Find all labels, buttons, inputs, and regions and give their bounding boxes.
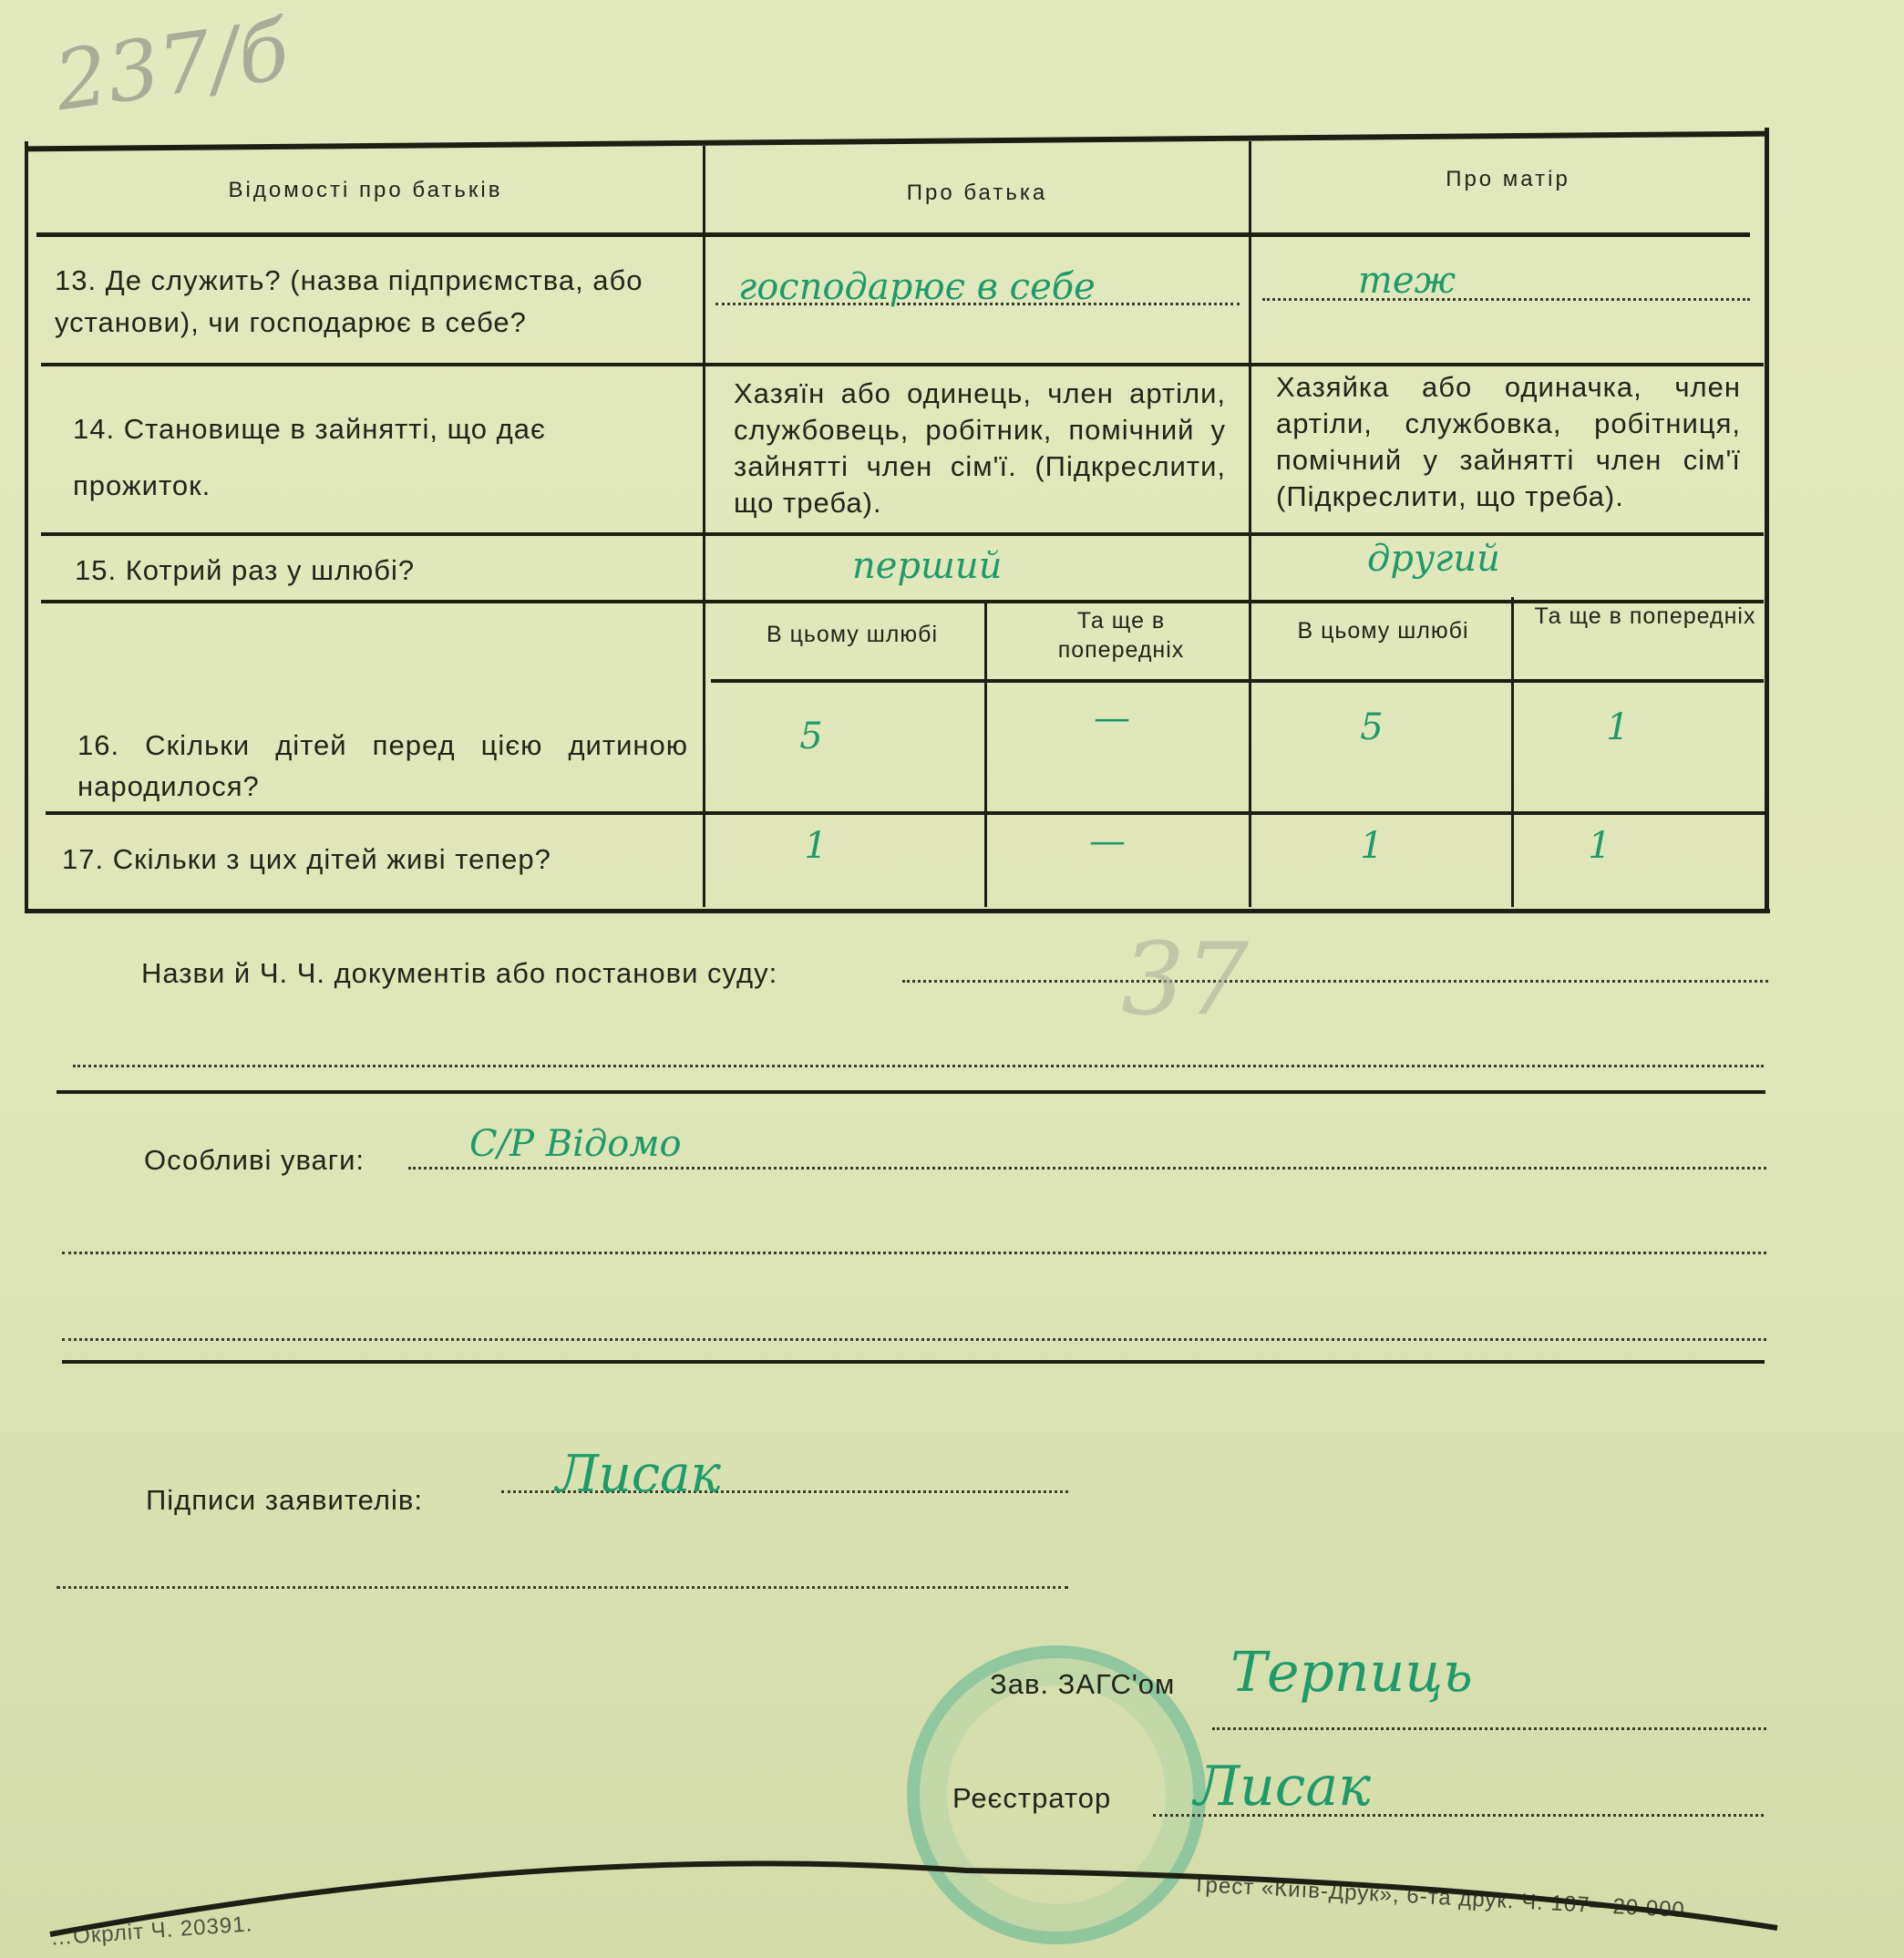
row17-mother-this: 1 bbox=[1360, 825, 1384, 867]
registrar-signature: Лисак bbox=[1194, 1755, 1371, 1819]
applicants-label: Підписи заявителів: bbox=[146, 1484, 423, 1516]
row17-label: 17. Скільки з цих дітей живі тепер? bbox=[62, 843, 551, 875]
archive-mark: 237/б bbox=[48, 2, 295, 130]
subheader-mother-prev: Та ще в попередніх bbox=[1534, 603, 1756, 629]
row17-mother-prev: 1 bbox=[1588, 825, 1611, 867]
row17-father-prev: — bbox=[1089, 820, 1126, 862]
row13-label: 13. Де служить? (назва підприємства, або установи), чи господарює в себе? bbox=[55, 264, 643, 338]
subheader-father-prev: Та ще в попередніх bbox=[1057, 608, 1185, 663]
documents-value: 37 bbox=[1121, 921, 1249, 1037]
registrar-label: Реєстратор bbox=[952, 1782, 1112, 1814]
row14-label: 14. Становище в зайнятті, що дає прожиток. bbox=[73, 413, 546, 501]
row14-mother: Хазяйка або одиначка, член артіли, службовка, робітниця, помічний у зайнятті член сім'ї (Підкреслити, що треба). bbox=[1276, 371, 1741, 512]
row17-father-this: 1 bbox=[804, 825, 828, 867]
row16-father-prev: — bbox=[1094, 697, 1130, 739]
head-label: Зав. ЗАГС'ом bbox=[990, 1668, 1176, 1700]
header-father: Про батька bbox=[906, 180, 1048, 205]
footer-left: …Окрліт Ч. 20391. bbox=[49, 1912, 254, 1951]
head-signature: Терпиць bbox=[1230, 1641, 1473, 1705]
remarks-value: С/Р Відомо bbox=[469, 1123, 682, 1165]
subheader-father-this: В цьому шлюбі bbox=[766, 622, 939, 647]
applicants-signature: Лисак bbox=[556, 1445, 721, 1504]
row15-mother: другий bbox=[1367, 538, 1500, 580]
row13-father: господарює в себе bbox=[738, 266, 1096, 308]
row16-mother-this: 5 bbox=[1360, 706, 1384, 748]
row15-label: 15. Котрий раз у шлюбі? bbox=[75, 554, 416, 586]
documents-label: Назви й Ч. Ч. документів або постанови суду: bbox=[141, 957, 778, 989]
row14-father: Хазяїн або одинець, член артіли, службовець, робітник, помічний у зайнятті член сім'ї. (Підкреслити, що треба). bbox=[734, 377, 1226, 519]
subheader-mother-this: В цьому шлюбі bbox=[1297, 618, 1469, 644]
header-mother: Про матір bbox=[1446, 167, 1570, 191]
remarks-label: Особливі уваги: bbox=[144, 1144, 365, 1176]
footer-right: Трест «Київ-Друк», 6-та друк. Ч. 107—20 000 bbox=[1191, 1871, 1686, 1923]
row16-label: 16. Скільки дітей перед цією дитиною народилося? bbox=[77, 729, 688, 802]
row13-mother: теж bbox=[1358, 260, 1456, 302]
row15-father: перший bbox=[852, 545, 1003, 587]
row16-mother-prev: 1 bbox=[1606, 706, 1630, 748]
row16-father-this: 5 bbox=[799, 716, 823, 757]
header-info: Відомості про батьків bbox=[228, 178, 503, 202]
